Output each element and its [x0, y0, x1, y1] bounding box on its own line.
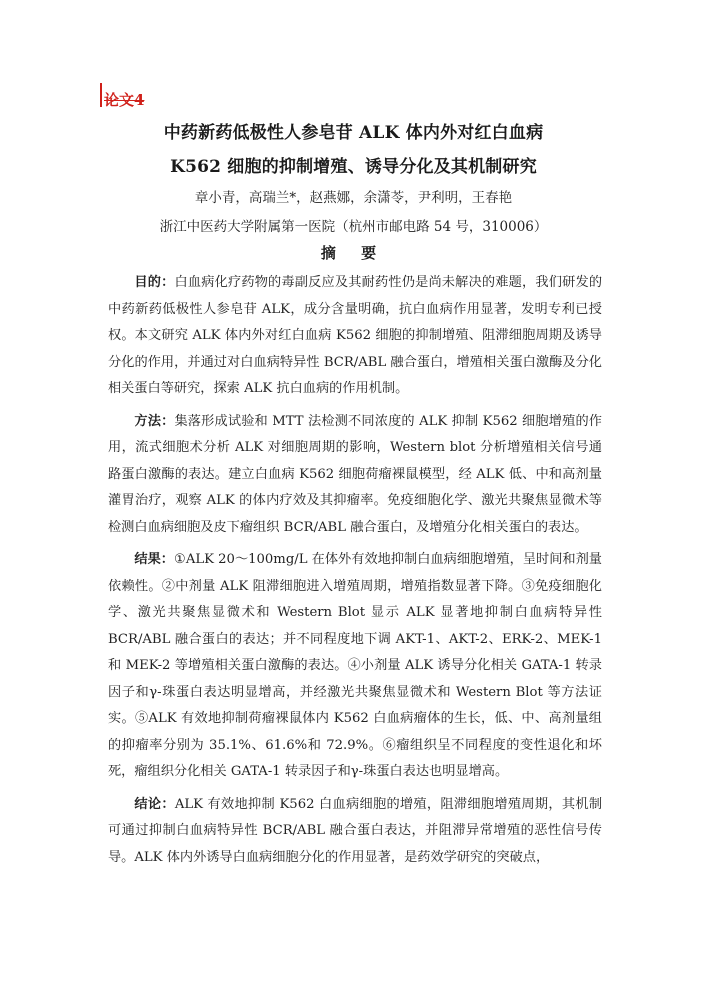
section-text: 集落形成试验和 MTT 法检测不同浓度的 ALK 抑制 K562 细胞增殖的作用，流式细胞术分析 ALK 对细胞周期的影响，Western blot 分析增殖相关信号通路蛋白激酶的表达。建立白血病 K562 细胞荷瘤裸鼠模型，经 ALK 低、中和高剂量灌胃治疗，观察 ALK 的体内疗效及其抑瘤率。免疫细胞化学、激光共聚焦显微术等检测白血病细胞及皮下瘤组织 BCR/ABL 融合蛋白，及增殖分化相关蛋白的表达。: [108, 413, 602, 535]
section-text: 白血病化疗药物的毒副反应及其耐药性仍是尚未解决的难题，我们研发的中药新药低极性人参皂苷 ALK，成分含量明确，抗白血病作用显著，发明专利已授权。本文研究 ALK 体内外对红白血病 K562 细胞的抑制增殖、阻滞细胞周期及诱导分化的作用，并通过对白血病特异性 BCR/ABL 融合蛋白，增殖相关蛋白激酶及分化相关蛋白等研究，探索 ALK 抗白血病的作用机制。: [108, 275, 603, 396]
abstract-heading: 摘 要: [320, 244, 387, 262]
abstract-body: [108, 270, 602, 877]
authors: 章小青，高瑞兰*，赵燕娜，余潇苓，尹利明，王春艳: [194, 190, 513, 206]
section-conclusion: [108, 792, 602, 872]
section-results: [108, 547, 602, 786]
section-label: 结果：: [134, 552, 174, 567]
title-line-2: K562 细胞的抑制增殖、诱导分化及其机制研究: [170, 157, 537, 177]
section-text: ①ALK 20～100mg/L 在体外有效地抑制白血病细胞增殖，呈时间和剂量依赖性。②中剂量 ALK 阻滞细胞进入增殖周期，增殖指数显著下降。③免疫细胞化学、激光共聚焦显微术和 Western Blot 显示 ALK 显著地抑制白血病特异性 BCR/ABL 融合蛋白的表达；并不同程度地下调 AKT-1、AKT-2、ERK-2、MEK-1 和 MEK-2 等增殖相关蛋白激酶的表达。④小剂量 ALK 诱导分化相关 GATA-1 转录因子和γ-珠蛋白表达明显增高，并经激光共聚焦显微术和 Western Blot 等方法证实。⑤ALK 有效地抑制荷瘤裸鼠体内 K562 白血病瘤体的生长，低、中、高剂量组的抑瘤率分别为 35.1%、61.6%和 72.9%。⑥瘤组织呈不同程度的变性退化和坏死，瘤组织分化相关 GATA-1 转录因子和γ-珠蛋白表达也明显增高。: [108, 552, 602, 779]
section-label: 目的：: [134, 275, 175, 290]
section-label: 方法：: [134, 413, 175, 429]
title-line-1: 中药新药低极性人参皂苷 ALK 体内外对红白血病: [163, 123, 544, 143]
section-methods: [108, 409, 602, 542]
affiliation: 浙江中医药大学附属第一医院（杭州市邮电路 54 号，310006）: [159, 219, 548, 235]
section-objective: [108, 270, 602, 403]
revision-bar: [100, 83, 102, 107]
section-text: ALK 有效地抑制 K562 白血病细胞的增殖，阻滞细胞增殖周期，其机制可通过抑制白血病特异性 BCR/ABL 融合蛋白表达，并阻滞异常增殖的恶性信号传导。ALK 体内外诱导白血病细胞分化的作用显著，是药效学研究的突破点，: [108, 796, 603, 865]
paper-tag: 论文4: [104, 91, 145, 109]
section-label: 结论：: [134, 796, 175, 812]
